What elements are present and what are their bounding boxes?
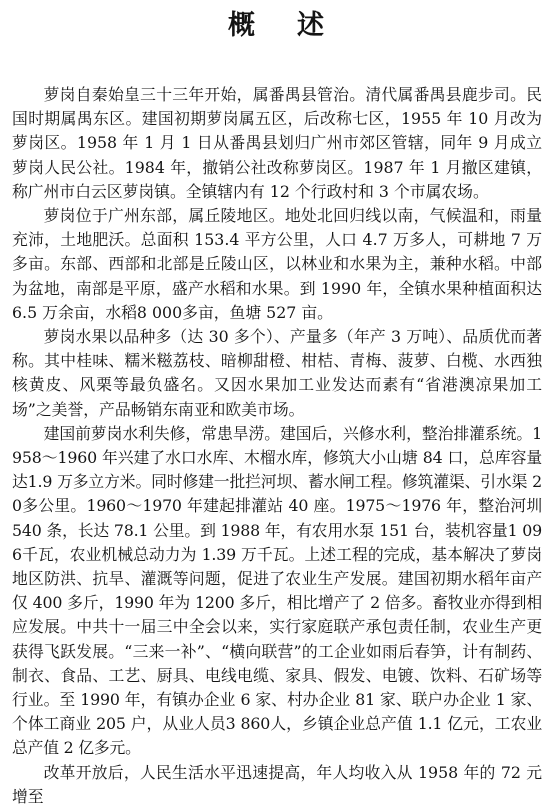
paragraph-geography: 萝岗位于广州东部，属丘陵地区。地处北回归线以南，气候温和，雨量充沛，土地肥沃。总面积 153.4 平方公里，人口 4.7 万多人，可耕地 7 万多亩。东部、西部和北部是丘陵山区，以林业和水果为主，兼种水稻。中部为盆地，南部是平原，盛产水稻和水果。到 1990 年，全镇水果种植面积达 6.5 万余亩，水稻8 000多亩，鱼塘 527 亩。: [12, 206, 542, 322]
paragraph-fruit: 萝岗水果以品种多（达 30 多个）、产量多（年产 3 万吨）、品质优而著称。其中桂味、糯米糍荔枝、暗柳甜橙、柑桔、青梅、菠萝、白榄、水西独核黄皮、风栗等最负盛名。又因水果加工业发达而素有“省港澳凉果加工场”之美誉，产品畅销东南亚和欧美市场。: [12, 327, 542, 419]
page-title: 概述: [228, 10, 366, 41]
paragraph-history: 萝岗自秦始皇三十三年开始，属番禺县管治。清代属番禺县鹿步司。民国时期属禺东区。建国初期萝岗属五区，后改称七区，1955 年 10 月改为萝岗区。1958 年 1 月 1 日从番禺县划归广州市郊区管辖，同年 9 月成立萝岗人民公社。1984 年，撤销公社改称萝岗区。1987 年 1 月撤区建镇，称广州市白云区萝岗镇。全镇辖内有 12 个行政村和 3 个市属农场。: [12, 85, 542, 201]
document-body: [12, 83, 542, 809]
paragraph-water-conservancy: 建国前萝岗水利失修，常患旱涝。建国后，兴修水利，整治排灌系统。1958～1960 年兴建了水口水库、木榴水库，修筑大小山塘 84 口，总库容量达1.9 万多立方米。同时修建一批拦河坝、蓄水闸工程。修筑灌渠、引水渠 20多公里。1960～1970 年建起排灌站 40 座。1975～1976 年，整治河圳 540 条，长达 78.1 公里。到 1988 年，有农用水泵 151 台，装机容量1 096千瓦，农业机械总动力为 1.39 万千瓦。上述工程的完成，基本解决了萝岗地区防洪、抗旱、灌溉等问题，促进了农业生产发展。建国初期水稻年亩产仅 400 多斤，1990 年为 1200 多斤，相比增产了 2 倍多。畜牧业亦得到相应发展。中共十一届三中全会以来，实行家庭联产承包责任制，农业生产更获得飞跃发展。“三来一补”、“横向联营”的工企业如雨后春笋，计有制药、制衣、食品、工艺、厨具、电线电缆、家具、假发、电镀、饮料、石矿场等行业。至 1990 年，有镇办企业 6 家、村办企业 81 家、联户办企业 1 家、个体工商业 205 户，从业人员3 860人，乡镇企业总产值 1.1 亿元，工农业总产值 2 亿多元。: [12, 423, 542, 758]
paragraph-living-standard: 改革开放后，人民生活水平迅速提高，年人均收入从 1958 年的 72 元增至: [12, 762, 542, 806]
